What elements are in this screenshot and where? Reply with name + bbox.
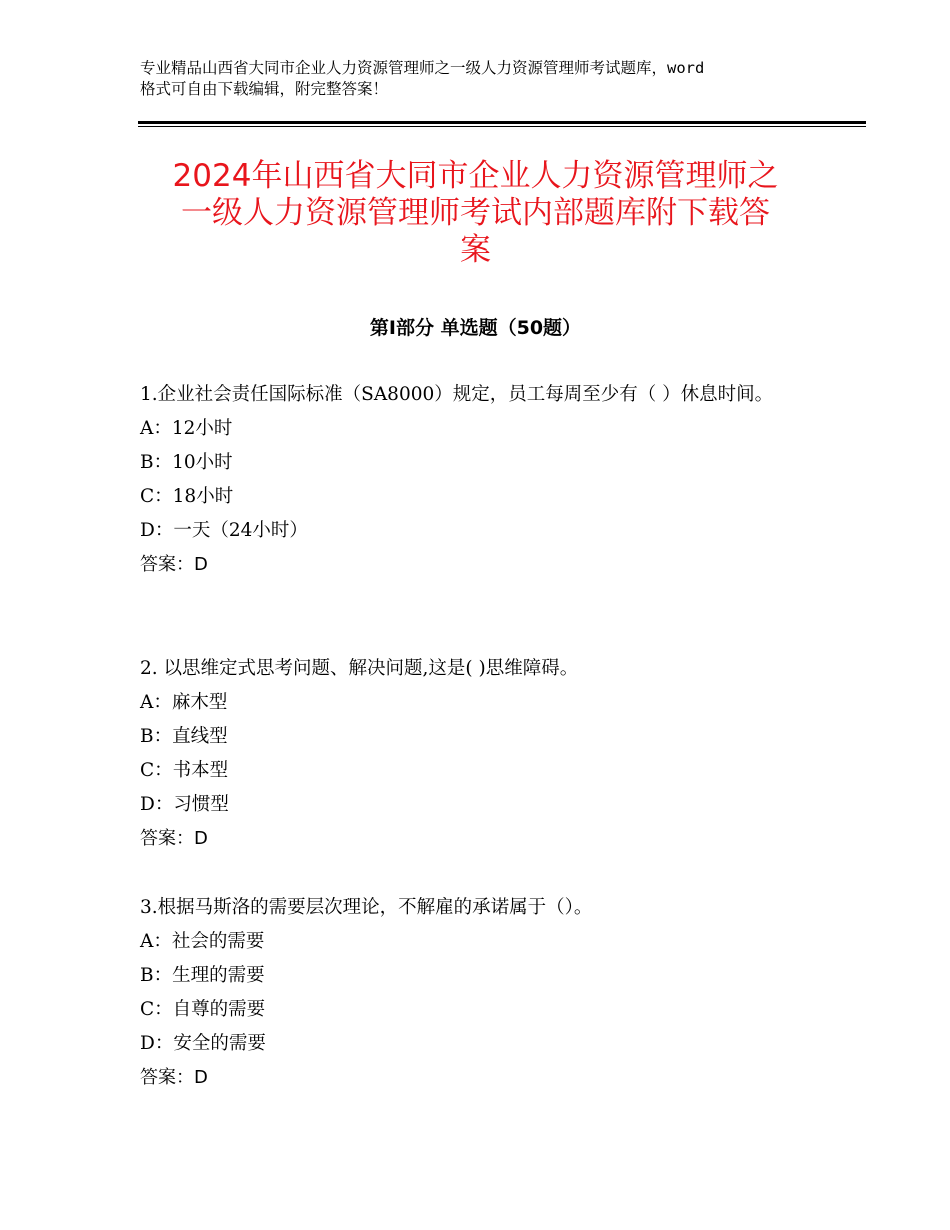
option-c: C：18小时	[140, 486, 234, 507]
document-title: 2024年山西省大同市企业人力资源管理师之 一级人力资源管理师考试内部题库附下载答 案	[172, 158, 779, 268]
section-title: 第Ⅰ部分 单选题（50题）	[369, 317, 582, 339]
question-1	[140, 378, 820, 582]
question-stem: 1.企业社会责任国际标准（SA8000）规定，员工每周至少有（ ）休息时间。	[140, 384, 774, 405]
answer: 答案：D	[140, 554, 208, 575]
option-d: D：习惯型	[140, 794, 229, 815]
option-a: A：12小时	[140, 418, 233, 439]
question-3	[140, 891, 820, 1095]
header-divider-thick	[138, 121, 866, 124]
option-b: B：直线型	[140, 726, 228, 747]
header-note: 专业精品山西省大同市企业人力资源管理师之一级人力资源管理师考试题库，word 格式可自由下载编辑，附完整答案！	[140, 59, 705, 98]
option-d: D：安全的需要	[140, 1033, 266, 1054]
option-c: C：自尊的需要	[140, 999, 266, 1020]
option-a: A：麻木型	[140, 692, 228, 713]
option-c: C：书本型	[140, 760, 229, 781]
question-2	[140, 652, 820, 856]
option-b: B：生理的需要	[140, 965, 265, 986]
option-a: A：社会的需要	[140, 931, 265, 952]
header-divider-thin	[138, 126, 866, 127]
option-b: B：10小时	[140, 452, 233, 473]
option-d: D：一天（24小时）	[140, 520, 308, 541]
question-stem: 3.根据马斯洛的需要层次理论，不解雇的承诺属于（）。	[140, 897, 593, 918]
answer: 答案：D	[140, 1067, 208, 1088]
answer: 答案：D	[140, 828, 208, 849]
question-stem: 2. 以思维定式思考问题、解决问题,这是( )思维障碍。	[140, 658, 579, 679]
